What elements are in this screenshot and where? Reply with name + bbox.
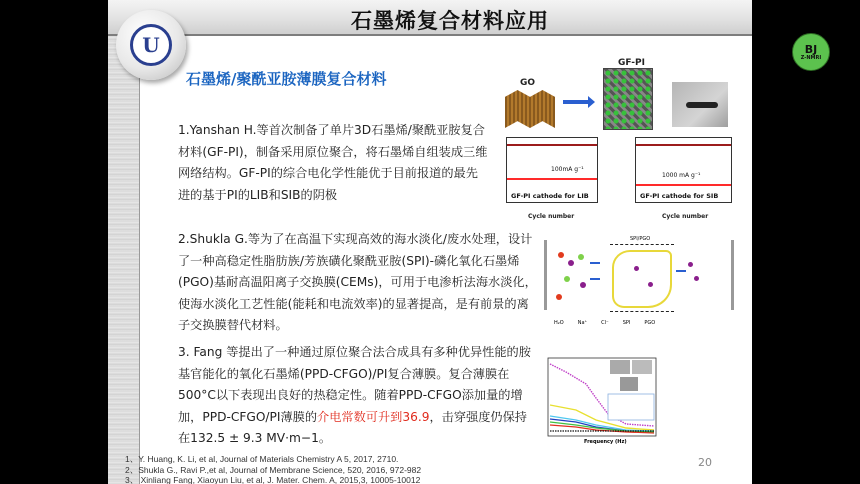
university-logo [116, 10, 186, 80]
logo-emblem-icon: U [130, 24, 172, 66]
sodium-ion [648, 282, 653, 287]
capacity-line [507, 178, 597, 180]
spi-chain [612, 250, 672, 308]
legend-cl: Cl⁻ [601, 320, 609, 326]
chloride-ion [564, 276, 570, 282]
section-subtitle: 石墨烯/聚酰亚胺薄膜复合材料 [186, 70, 387, 88]
paragraph-3 [178, 342, 538, 450]
title-bar [108, 0, 752, 36]
membrane-label: SPI/PGO [630, 236, 651, 242]
chart-lib [506, 137, 598, 203]
reference-1: 1、Y. Huang, K. Li, et al, Journal of Materials Chemistry A 5, 2017, 2710. [125, 454, 399, 464]
sodium-ion [688, 262, 693, 267]
capacity-line [636, 184, 731, 186]
references [125, 454, 421, 484]
water-molecule [556, 294, 562, 300]
gfpi-label: GF-PI [618, 58, 645, 68]
membrane-legend [554, 320, 655, 326]
chart-label: GF-PI cathode for SIB [640, 192, 719, 200]
paragraph-3-end: ，击穿强度仍保持在132.5 ± 9.3 MV·m−1。 [178, 409, 527, 445]
x-axis-label: Frequency (Hz) [584, 439, 627, 445]
paragraph-3-text: 3. Fang 等提出了一种通过原位聚合法合成具有多种优异性能的胺基官能化的氧化石墨烯(PPD-CFGO)/PI复合薄膜。复合薄膜在500°C以下表现出良好的热稳定性。随着PPD-CFGO添加量的增加，PPD-CFGO/PI薄膜的 [178, 345, 531, 424]
rate-label: 100mA g⁻¹ [551, 166, 584, 173]
page-number: 20 [698, 456, 712, 469]
figure-dielectric [536, 350, 666, 448]
reference-2: 2、Shukla G., Ravi P.,et al, Journal of Membrane Science, 520, 2016, 972-982 [125, 464, 422, 475]
go-label: GO [520, 78, 536, 88]
arrow-right-icon [590, 278, 600, 280]
membrane-border-bottom [610, 311, 674, 312]
graphene-oxide-sheet-icon [505, 90, 555, 128]
paragraph-1: 1.Yanshan H.等首次制备了单片3D石墨烯/聚酰亚胺复合材料(GF-PI)，制备采用原位聚合，将石墨烯自组装成三维网络结构。GF-PI的综合电化学性能优于目前报道的最先进的基于PI的LIB和SIB的阴极 [178, 123, 488, 202]
decorative-strip [108, 36, 140, 484]
slide [108, 0, 752, 484]
membrane-border-top [610, 244, 674, 245]
gfpi-structure-icon [603, 68, 653, 130]
sodium-ion [634, 266, 639, 271]
chart-label: GF-PI cathode for LIB [511, 192, 589, 200]
watermark-line1: BJ [804, 42, 818, 56]
reference-3: 3、 Xinliang Fang, Xiaoyun Liu, et al, J. Mater. Chem. A, 2015,3, 10005-10012 [125, 475, 421, 484]
watermark-line2: Z-NMRI [800, 54, 822, 61]
legend-pgo: PGO [644, 320, 656, 326]
chloride-ion [578, 254, 584, 260]
x-axis-label: Cycle number [662, 213, 709, 220]
dielectric-chart [536, 350, 666, 448]
efficiency-line [507, 144, 597, 146]
chart-sib [635, 137, 732, 203]
page-title: 石墨烯复合材料应用 [351, 9, 549, 33]
electrode-left [544, 240, 547, 310]
x-axis-label: Cycle number [528, 213, 575, 220]
arrow-right-icon [676, 270, 686, 272]
film-photo [672, 82, 728, 127]
watermark-badge [792, 33, 830, 71]
rate-label: 1000 mA g⁻¹ [662, 172, 701, 179]
figure-membrane [544, 236, 744, 336]
sodium-ion [580, 282, 586, 288]
arrow-right-icon [563, 100, 589, 104]
legend-h2o: H₂O [554, 320, 564, 326]
paragraph-3-highlight: 介电常数可升到36.9 [317, 409, 430, 424]
legend-spi: SPI [622, 320, 631, 326]
paragraph-2: 2.Shukla G.等为了在高温下实现高效的海水淡化/废水处理，设计了一种高稳定性脂肪族/芳族磺化聚酰亚胺(SPI)-磷化氧化石墨烯(PGO)基耐高温阳离子交换膜(CEMs)，可用于电渗析法海水淡化，使海水淡化工艺性能(能耗和电流效率)的显著提高，是有前景的离子交换膜替代材料。 [178, 232, 537, 332]
sodium-ion [694, 276, 699, 281]
efficiency-line [636, 144, 731, 146]
sodium-ion [568, 260, 574, 266]
water-molecule [558, 252, 564, 258]
arrow-right-icon [590, 262, 600, 264]
electrode-right [731, 240, 734, 310]
legend-na: Na⁺ [577, 320, 588, 326]
